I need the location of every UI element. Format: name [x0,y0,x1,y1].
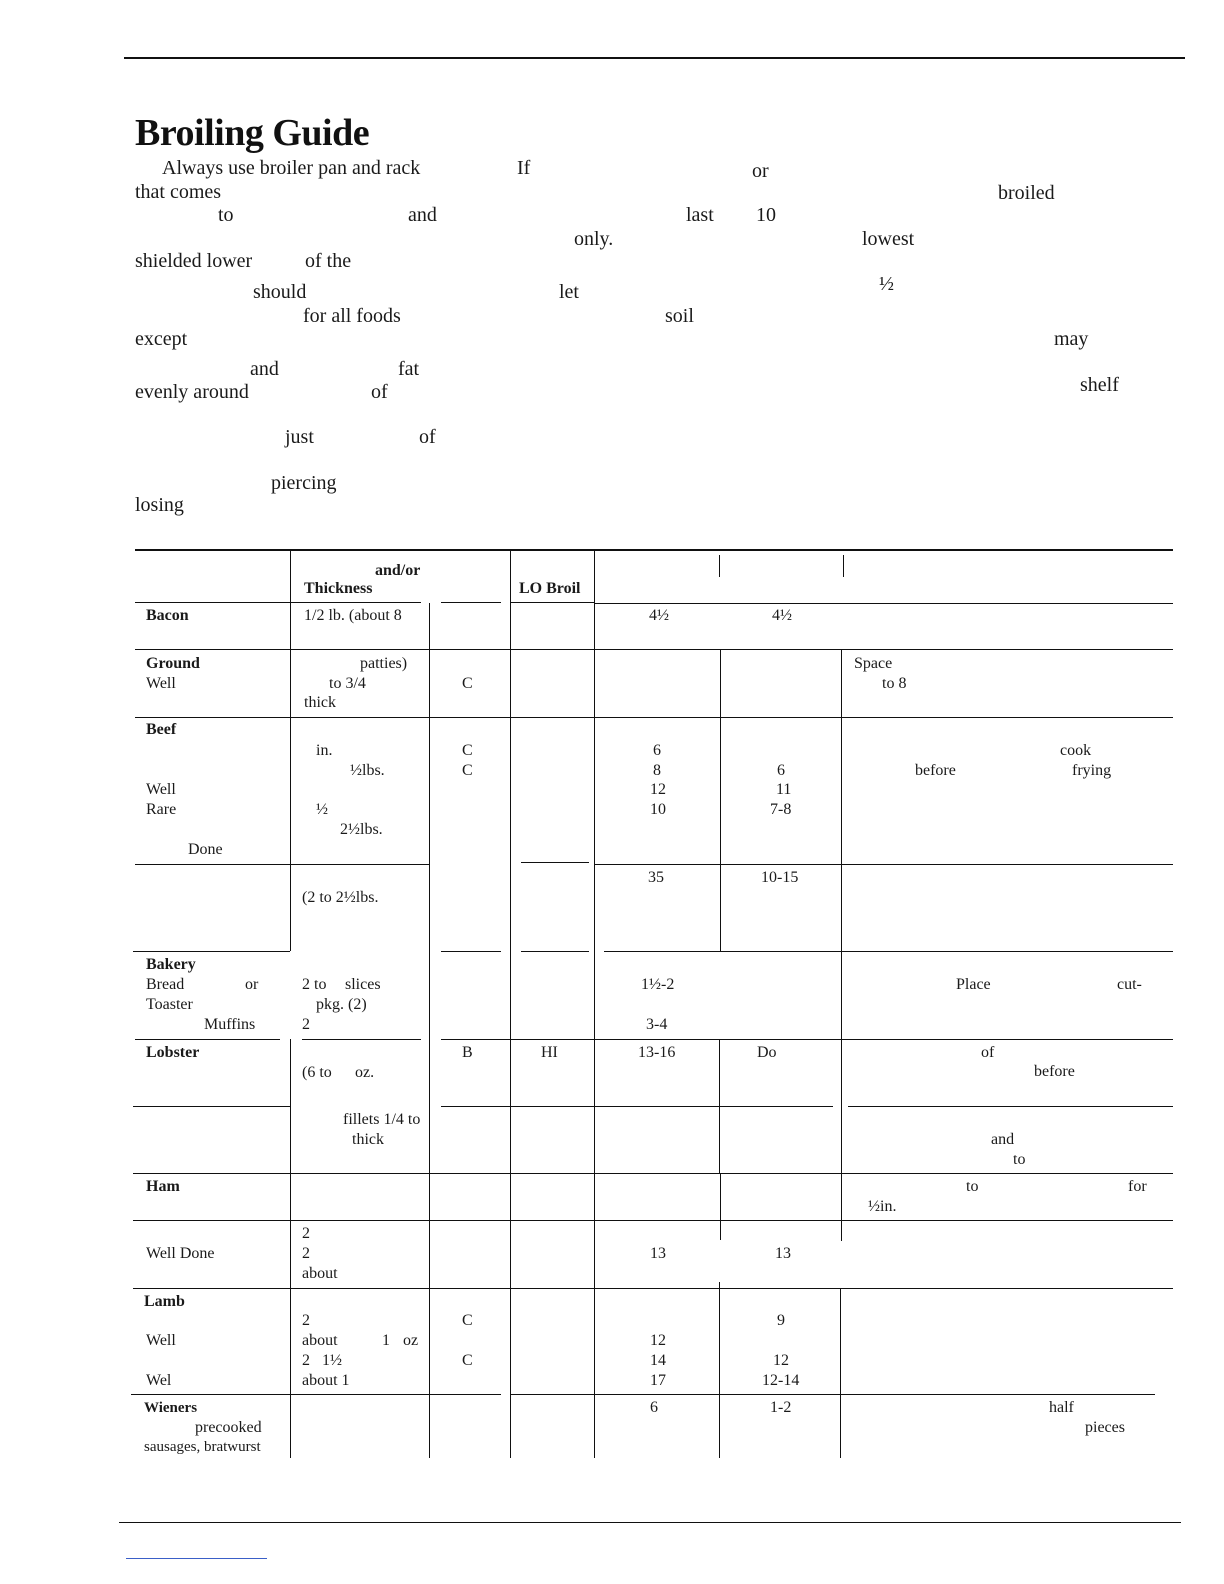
table-rule [135,864,430,865]
table-cell: 2 to [302,976,327,993]
table-rule [719,1040,720,1173]
table-cell: C [462,1312,473,1329]
table-cell: C [462,675,473,692]
table-cell: oz. [355,1064,375,1081]
table-cell: sausages, bratwurst [144,1439,261,1455]
table-cell: 13 [775,1245,791,1262]
table-rule [302,1039,421,1040]
intro-fragment: 10 [756,204,776,226]
table-cell: precooked [195,1419,262,1436]
table-cell: 2 [302,1245,310,1262]
table-rule [521,862,589,863]
table-cell: 7-8 [770,801,792,818]
intro-fragment: just [285,426,314,448]
intro-fragment: lowest [862,228,915,250]
intro-fragment: fat [398,358,420,380]
table-cell: 13 [650,1245,666,1262]
table-cell: before [1034,1063,1075,1080]
intro-fragment: may [1054,328,1089,350]
table-cell: to 8 [882,675,907,692]
table-rule [720,650,721,952]
intro-fragment: only. [574,228,614,250]
intro-fragment: piercing [271,472,337,494]
table-cell: 6 [650,1399,658,1416]
table-rule [595,864,1173,865]
table-rule [720,1174,721,1240]
table-cell: cut- [1117,976,1142,993]
table-cell: 2 [302,1225,310,1242]
bottom-rule [119,1522,1181,1523]
table-cell: 1-2 [770,1399,792,1416]
table-rule [133,1220,1173,1221]
table-cell: thick [352,1131,384,1148]
intro-fragment: let [559,281,579,303]
intro-fragment: except [135,328,188,350]
table-cell: 4½ [772,607,792,624]
table-cell: 10 [650,801,666,818]
table-cell: pkg. (2) [316,996,367,1013]
table-cell: to [1013,1151,1026,1168]
table-rule [510,549,511,1458]
blue-link-underline [126,1558,267,1559]
table-cell: frying [1072,762,1112,779]
table-cell: 12 [650,1332,666,1349]
intro-fragment: or [752,160,769,182]
table-cell: about [302,1332,338,1349]
table-cell: Wel [146,1372,172,1389]
table-cell: 2½lbs. [340,821,383,838]
food-label: Wieners [144,1400,198,1416]
table-cell: Well [146,781,176,798]
table-cell: and [991,1131,1015,1148]
table-cell: slices [345,976,381,993]
table-cell: 2 [302,1312,310,1329]
table-cell: 9 [777,1312,785,1329]
table-cell: Do [757,1044,777,1061]
table-rule [131,1394,501,1395]
table-rule [290,1039,291,1458]
food-label: Ground [146,655,200,672]
intro-fragment: and [408,204,437,226]
intro-fragment: If [517,157,531,179]
table-cell: ½ [316,801,328,818]
table-cell: C [462,742,473,759]
table-cell: 1½-2 [641,976,675,993]
intro-fragment: that comes [135,181,222,203]
table-cell: 35 [648,869,664,886]
intro-fragment: ½ [879,273,894,295]
intro-fragment: and [250,358,279,380]
table-rule [840,1289,841,1458]
table-cell: or [245,976,259,993]
table-rule [133,951,290,952]
table-rule [290,549,291,951]
table-cell: to 3/4 [329,675,366,692]
food-label: Beef [146,721,177,738]
food-label: Bakery [146,956,196,973]
table-rule [719,555,720,577]
intro-fragment: soil [665,305,694,327]
header-cell: Thickness [304,580,373,597]
table-rule [594,549,595,1458]
table-rule [511,602,595,603]
table-cell: Place [956,976,991,993]
table-cell: Well Done [146,1245,215,1262]
table-cell: oz [403,1332,419,1349]
table-cell: Well [146,675,176,692]
page-title: Broiling Guide [135,112,370,155]
table-cell: Done [188,841,223,858]
table-cell: about 1 [302,1372,350,1389]
table-rule [441,1039,1173,1040]
table-rule [429,603,430,1458]
table-cell: cook [1060,742,1092,759]
table-cell: 1½ [322,1352,342,1369]
table-rule [441,1106,833,1107]
table-cell: 8 [653,762,661,779]
header-cell: and/or [375,562,421,579]
table-rule [841,650,842,1241]
table-cell: Toaster [146,996,193,1013]
table-cell: 4½ [649,607,669,624]
table-rule [133,1288,1173,1289]
table-cell: pieces [1085,1419,1125,1436]
intro-fragment: broiled [998,182,1055,204]
table-rule [510,1394,1155,1395]
table-cell: ½lbs. [350,762,385,779]
food-label: Lobster [146,1044,200,1061]
intro-fragment: evenly around [135,381,249,403]
table-cell: C [462,762,473,779]
intro-fragment: shielded lower [135,250,253,272]
table-cell: half [1049,1399,1074,1416]
table-rule [843,555,844,577]
table-cell: for [1128,1178,1147,1195]
table-cell: thick [304,694,336,711]
intro-fragment: for all foods [303,305,401,327]
table-cell: 2 [302,1352,310,1369]
table-rule [604,951,1173,952]
table-cell: 2 [302,1016,310,1033]
intro-fragment: of the [305,250,352,272]
table-cell: 1 [382,1332,390,1349]
table-rule [595,603,1173,604]
table-cell: 17 [650,1372,666,1389]
table-cell: 13-16 [638,1044,676,1061]
table-rule [848,1106,1173,1107]
table-cell: before [915,762,956,779]
header-cell: LO Broil [519,580,581,597]
table-cell: 11 [776,781,792,798]
top-rule [124,57,1185,59]
table-cell: (6 to [302,1064,332,1081]
table-rule [441,951,501,952]
table-rule [441,602,501,603]
table-cell: Bread [146,976,185,993]
table-cell: 14 [650,1352,666,1369]
table-cell: patties) [360,655,408,672]
intro-fragment: losing [135,494,184,516]
intro-fragment: of [419,426,436,448]
table-cell: HI [541,1044,558,1061]
table-cell: 12 [650,781,666,798]
table-cell: ½in. [868,1198,897,1215]
table-cell: 6 [653,742,661,759]
table-cell: to [966,1178,979,1195]
food-label: Bacon [146,607,189,624]
table-rule [135,602,421,603]
food-label: Ham [146,1178,180,1195]
table-rule [719,1282,720,1458]
table-rule [133,1106,290,1107]
table-cell: 1/2 lb. (about 8 [304,607,402,624]
table-cell: 10-15 [761,869,799,886]
food-label: Lamb [144,1293,185,1310]
table-rule [133,1173,1173,1174]
table-cell: 3-4 [646,1016,668,1033]
table-rule [521,951,589,952]
table-rule [135,1039,280,1040]
intro-fragment: Always use broiler pan and rack [162,157,421,179]
table-cell: of [981,1044,995,1061]
table-cell: Well [146,1332,176,1349]
intro-fragment: shelf [1080,374,1119,396]
table-cell: Space [854,655,893,672]
table-cell: 12-14 [762,1372,800,1389]
table-cell: B [462,1044,473,1061]
table-cell: 12 [773,1352,789,1369]
table-cell: 6 [777,762,785,779]
table-cell: fillets 1/4 to [343,1111,421,1128]
table-cell: in. [316,742,333,759]
table-cell: C [462,1352,473,1369]
intro-fragment: should [253,281,307,303]
intro-fragment: to [218,204,234,226]
table-cell: Muffins [204,1016,256,1033]
table-cell: Rare [146,801,177,818]
table-cell: (2 to 2½lbs. [302,889,379,906]
intro-fragment: of [371,381,388,403]
intro-fragment: last [686,204,714,226]
table-cell: about [302,1265,338,1282]
